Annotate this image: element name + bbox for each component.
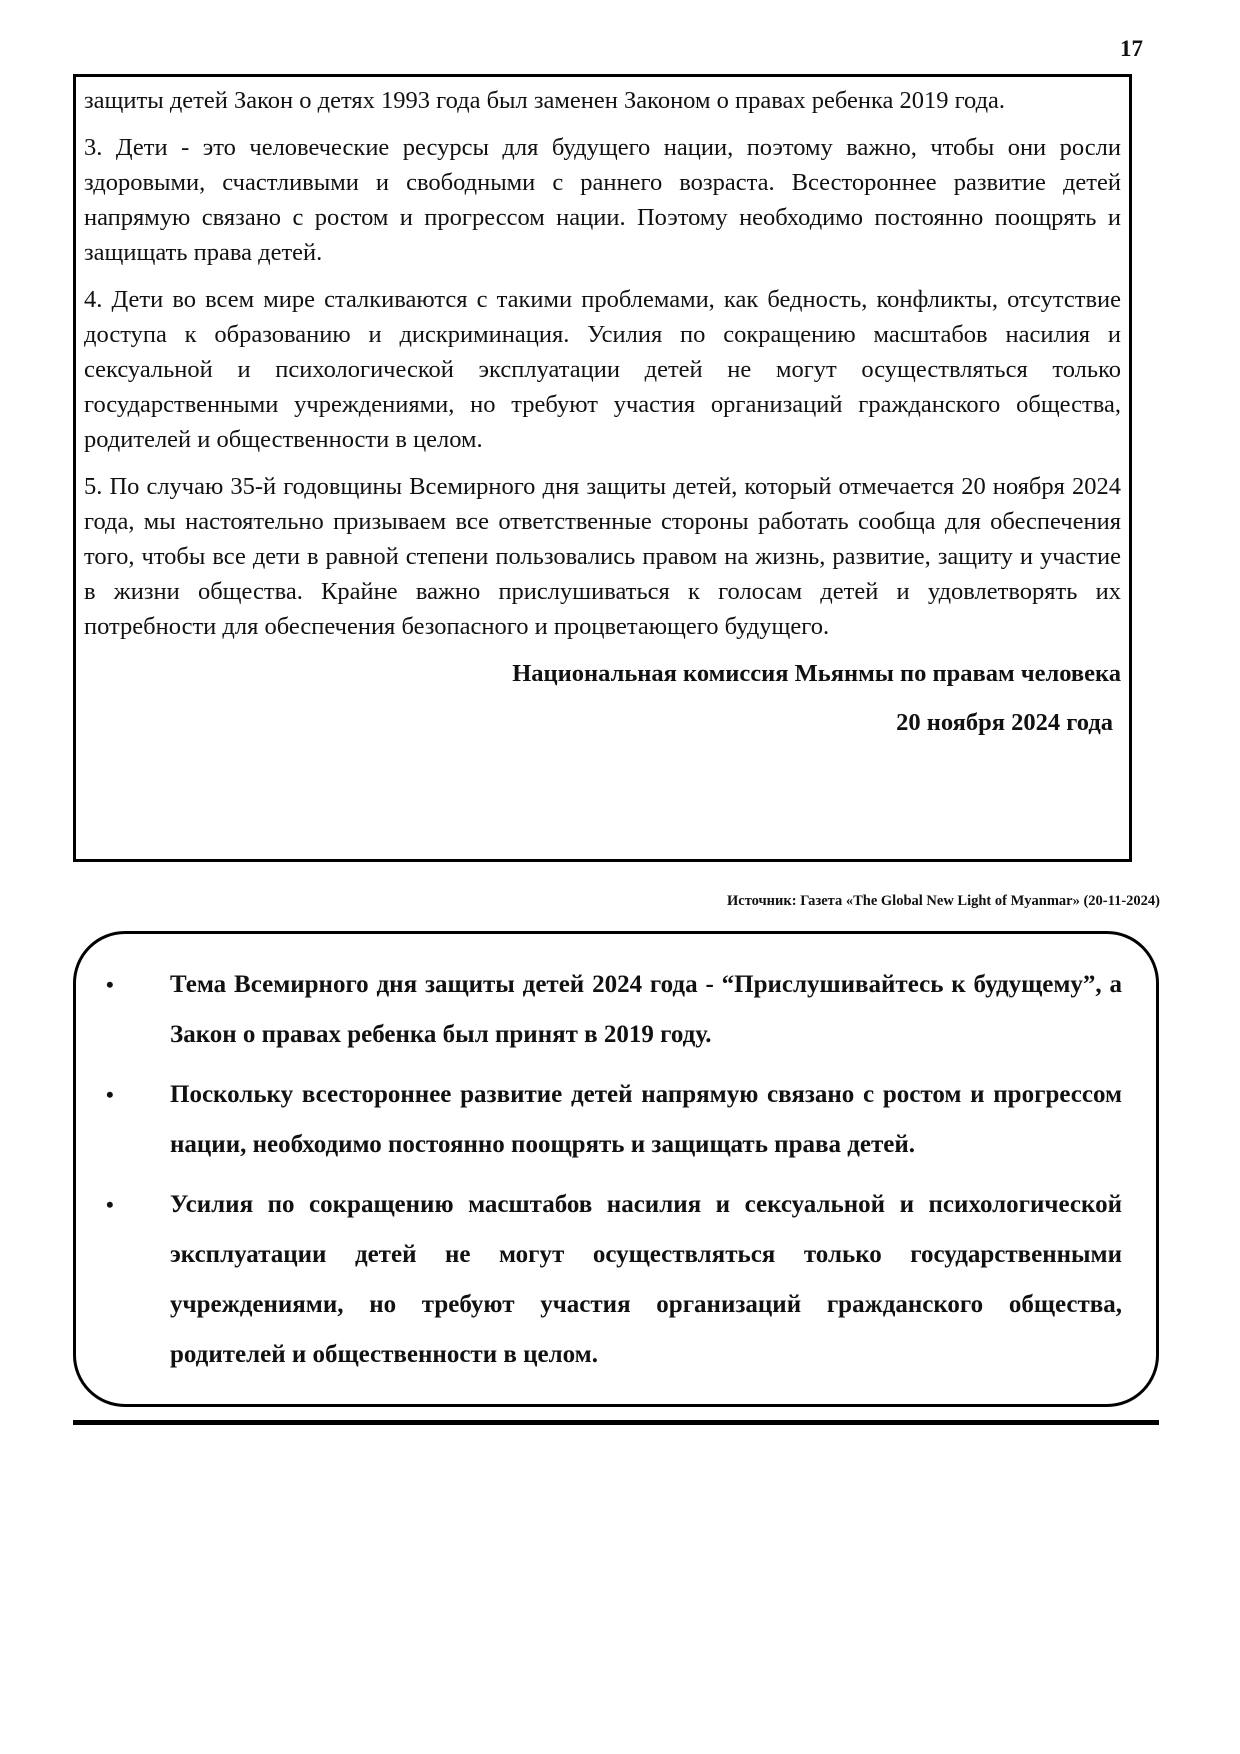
summary-item — [106, 1180, 1122, 1380]
statement-box — [73, 74, 1132, 862]
bullet-icon: • — [106, 1082, 114, 1107]
summary-list — [106, 960, 1122, 1380]
statement-paragraph: 4. Дети во всем мире сталкиваются с такими проблемами, как бедность, конфликты, отсутствие доступа к образованию и дискриминация. Усилия по сокращению масштабов насилия и сексуальной и психологической эксплуатации детей не могут осуществляться только государственными учреждениями, но требуют участия организаций гражданского общества, родителей и общественности в целом. — [84, 286, 1121, 453]
summary-item-text: Поскольку всестороннее развитие детей напрямую связано с ростом и прогрессом нации, необходимо постоянно поощрять и защищать права детей. — [170, 1081, 1122, 1158]
source-citation: Источник: Газета «The Global New Light of Myanmar» (20-11-2024) — [726, 893, 1160, 909]
statement-paragraph: 5. По случаю 35-й годовщины Всемирного дня защиты детей, который отмечается 20 ноября 2024 года, мы настоятельно призываем все ответственные стороны работать сообща для обеспечения того, чтобы все дети в равной степени пользовались правом на жизнь, развитие, защиту и участие в жизни общества. Крайне важно прислушиваться к голосам детей и удовлетворять их потребности для обеспечения безопасного и процветающего будущего. — [84, 473, 1121, 640]
statement-paragraph: 3. Дети - это человеческие ресурсы для будущего нации, поэтому важно, чтобы они росли здоровыми, счастливыми и свободными с раннего возраста. Всестороннее развитие детей напрямую связано с ростом и прогрессом нации. Поэтому необходимо постоянно поощрять и защищать права детей. — [84, 134, 1121, 266]
page-number: 17 — [1120, 36, 1143, 61]
statement-paragraph: защиты детей Закон о детях 1993 года был заменен Законом о правах ребенка 2019 года. — [84, 87, 1006, 114]
bullet-icon: • — [106, 972, 114, 997]
summary-item-text: Усилия по сокращению масштабов насилия и сексуальной и психологической эксплуатации детей не могут осуществляться только государственными учреждениями, но требуют участия организаций гражданского общества, родителей и общественности в целом. — [170, 1191, 1122, 1368]
signature-date: 20 ноября 2024 года — [896, 709, 1113, 736]
summary-item — [106, 960, 1122, 1060]
summary-item — [106, 1070, 1122, 1170]
bullet-icon: • — [106, 1192, 114, 1217]
bottom-divider — [73, 1420, 1159, 1425]
summary-item-text: Тема Всемирного дня защиты детей 2024 года - “Прислушивайтесь к будущему”, а Закон о правах ребенка был принят в 2019 году. — [170, 971, 1122, 1048]
summary-box — [73, 931, 1159, 1407]
signature: Национальная комиссия Мьянмы по правам человека — [512, 660, 1121, 687]
